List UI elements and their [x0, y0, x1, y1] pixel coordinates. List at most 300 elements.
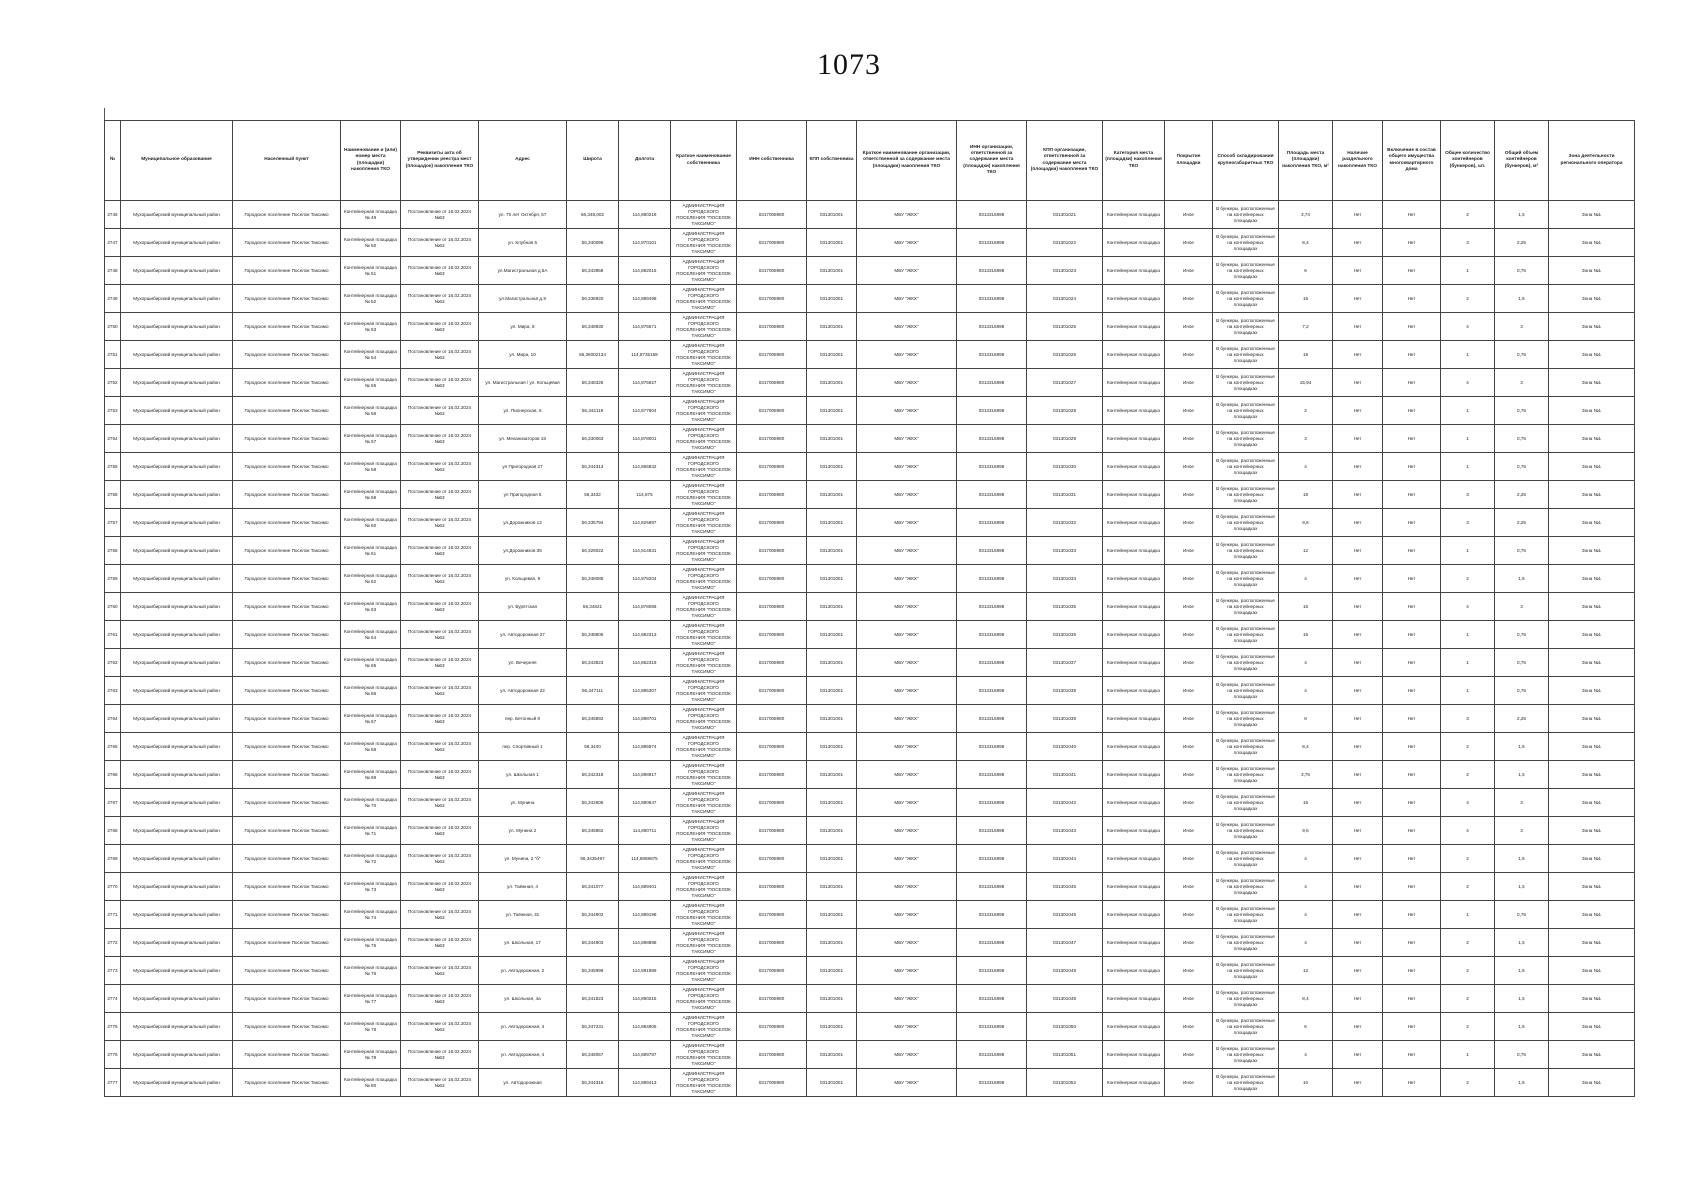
operator-name-cell: МБУ "ЖКХ"	[857, 313, 957, 341]
owner-name-cell: АДМИНИСТРАЦИЯ ГОРОДСКОГО ПОСЕЛЕНИЯ "ПОСЕЛОК ТАКСИМО"	[671, 285, 737, 313]
container-count-cell: 1	[1441, 257, 1495, 285]
row-number: 2749	[105, 285, 121, 313]
longitude-cell: 114,875	[619, 481, 671, 509]
owner-inn-cell: 0317008980	[737, 845, 807, 873]
operator-zone-cell: Зона №1	[1549, 369, 1635, 397]
site-name-cell: Контейнерная площадка № 52	[341, 285, 401, 313]
municipality-cell: Мухоршибирский муниципальный район	[121, 901, 233, 929]
table-row	[105, 229, 1635, 257]
latitude-cell: 56,348806	[567, 621, 619, 649]
owner-inn-cell: 0317008980	[737, 1013, 807, 1041]
operator-zone-cell: Зона №1	[1549, 677, 1635, 705]
operator-inn-cell: 0313316898	[957, 817, 1027, 845]
container-count-cell: 2	[1441, 929, 1495, 957]
common-property-cell: Нет	[1383, 481, 1441, 509]
surface-cell: Иное	[1165, 369, 1213, 397]
operator-kpp-cell: 031301022	[1027, 229, 1103, 257]
settlement-cell: Городское поселение Поселок Таксимо	[233, 621, 341, 649]
latitude-cell: 56,340096	[567, 229, 619, 257]
operator-inn-cell: 0313316898	[957, 397, 1027, 425]
site-category-cell: Контейнерная площадка	[1103, 1013, 1165, 1041]
operator-zone-cell: Зона №1	[1549, 313, 1635, 341]
surface-cell: Иное	[1165, 621, 1213, 649]
bulky-waste-method-cell: В бункеры, расположенные на контейнерных площадках	[1213, 733, 1279, 761]
surface-cell: Иное	[1165, 397, 1213, 425]
owner-name-cell: АДМИНИСТРАЦИЯ ГОРОДСКОГО ПОСЕЛЕНИЯ "ПОСЕЛОК ТАКСИМО"	[671, 649, 737, 677]
site-name-cell: Контейнерная площадка № 73	[341, 873, 401, 901]
row-number: 2777	[105, 1069, 121, 1097]
common-property-cell: Нет	[1383, 565, 1441, 593]
bulky-waste-method-cell: В бункеры, расположенные на контейнерных площадках	[1213, 257, 1279, 285]
common-property-cell: Нет	[1383, 1013, 1441, 1041]
column-header: КПП организации, ответственной за содержание места (площадки) накопления ТКО	[1027, 121, 1103, 201]
operator-zone-cell: Зона №1	[1549, 481, 1635, 509]
latitude-cell: 56,35002134	[567, 341, 619, 369]
act-details-cell: Постановление от 16.02.2024 №63	[401, 425, 479, 453]
column-header: №	[105, 121, 121, 201]
settlement-cell: Городское поселение Поселок Таксимо	[233, 985, 341, 1013]
area-cell: 4	[1279, 565, 1333, 593]
settlement-cell: Городское поселение Поселок Таксимо	[233, 257, 341, 285]
settlement-cell: Городское поселение Поселок Таксимо	[233, 201, 341, 229]
container-count-cell: 1	[1441, 621, 1495, 649]
common-property-cell: Нет	[1383, 341, 1441, 369]
act-details-cell: Постановление от 16.02.2024 №63	[401, 1041, 479, 1069]
act-details-cell: Постановление от 16.02.2024 №63	[401, 733, 479, 761]
owner-kpp-cell: 031301001	[807, 425, 857, 453]
address-cell: ул. Таёжная, 4	[479, 873, 567, 901]
row-number: 2751	[105, 341, 121, 369]
row-number: 2776	[105, 1041, 121, 1069]
municipality-cell: Мухоршибирский муниципальный район	[121, 257, 233, 285]
address-cell: ул.Дорожников 35	[479, 537, 567, 565]
container-volume-cell: 0,75	[1495, 425, 1549, 453]
bulky-waste-method-cell: В бункеры, расположенные на контейнерных площадках	[1213, 397, 1279, 425]
operator-inn-cell: 0313316898	[957, 1013, 1027, 1041]
owner-inn-cell: 0317008980	[737, 509, 807, 537]
row-number: 2758	[105, 537, 121, 565]
operator-zone-cell: Зона №1	[1549, 1069, 1635, 1097]
address-cell: ул. Автодорожная 22	[479, 677, 567, 705]
municipality-cell: Мухоршибирский муниципальный район	[121, 341, 233, 369]
latitude-cell: 56,3432	[567, 481, 619, 509]
area-cell: 4	[1279, 873, 1333, 901]
surface-cell: Иное	[1165, 789, 1213, 817]
operator-name-cell: МБУ "ЖКХ"	[857, 957, 957, 985]
operator-zone-cell: Зона №1	[1549, 985, 1635, 1013]
area-cell: 3	[1279, 425, 1333, 453]
address-cell: ул.Дорожников 12	[479, 509, 567, 537]
owner-inn-cell: 0317008980	[737, 873, 807, 901]
surface-cell: Иное	[1165, 817, 1213, 845]
common-property-cell: Нет	[1383, 257, 1441, 285]
separate-collection-cell: Нет	[1333, 593, 1383, 621]
longitude-cell: 114,825697	[619, 509, 671, 537]
settlement-cell: Городское поселение Поселок Таксимо	[233, 425, 341, 453]
bulky-waste-method-cell: В бункеры, расположенные на контейнерных площадках	[1213, 1041, 1279, 1069]
surface-cell: Иное	[1165, 649, 1213, 677]
table-row	[105, 733, 1635, 761]
operator-name-cell: МБУ "ЖКХ"	[857, 481, 957, 509]
operator-inn-cell: 0313316898	[957, 929, 1027, 957]
operator-name-cell: МБУ "ЖКХ"	[857, 1041, 957, 1069]
container-volume-cell: 0,75	[1495, 537, 1549, 565]
container-volume-cell: 1,5	[1495, 733, 1549, 761]
longitude-cell: 114,8868875	[619, 845, 671, 873]
operator-name-cell: МБУ "ЖКХ"	[857, 677, 957, 705]
act-details-cell: Постановление от 16.02.2024 №63	[401, 509, 479, 537]
owner-kpp-cell: 031301001	[807, 369, 857, 397]
site-category-cell: Контейнерная площадка	[1103, 565, 1165, 593]
municipality-cell: Мухоршибирский муниципальный район	[121, 537, 233, 565]
separate-collection-cell: Нет	[1333, 1041, 1383, 1069]
owner-inn-cell: 0317008980	[737, 565, 807, 593]
surface-cell: Иное	[1165, 565, 1213, 593]
settlement-cell: Городское поселение Поселок Таксимо	[233, 481, 341, 509]
operator-name-cell: МБУ "ЖКХ"	[857, 565, 957, 593]
address-cell: ул. Пионерская, 6	[479, 397, 567, 425]
operator-zone-cell: Зона №1	[1549, 565, 1635, 593]
column-header: Общий объем контейнеров (бункеров), м³	[1495, 121, 1549, 201]
owner-name-cell: АДМИНИСТРАЦИЯ ГОРОДСКОГО ПОСЕЛЕНИЯ "ПОСЕЛОК ТАКСИМО"	[671, 929, 737, 957]
separate-collection-cell: Нет	[1333, 957, 1383, 985]
container-volume-cell: 1,5	[1495, 1013, 1549, 1041]
operator-inn-cell: 0313316898	[957, 985, 1027, 1013]
separate-collection-cell: Нет	[1333, 201, 1383, 229]
surface-cell: Иное	[1165, 313, 1213, 341]
operator-inn-cell: 0313316898	[957, 649, 1027, 677]
act-details-cell: Постановление от 16.02.2024 №63	[401, 593, 479, 621]
table-row	[105, 537, 1635, 565]
surface-cell: Иное	[1165, 201, 1213, 229]
common-property-cell: Нет	[1383, 621, 1441, 649]
separate-collection-cell: Нет	[1333, 789, 1383, 817]
owner-kpp-cell: 031301001	[807, 453, 857, 481]
operator-name-cell: МБУ "ЖКХ"	[857, 705, 957, 733]
area-cell: 3,74	[1279, 201, 1333, 229]
area-cell: 8,4	[1279, 229, 1333, 257]
operator-name-cell: МБУ "ЖКХ"	[857, 621, 957, 649]
settlement-cell: Городское поселение Поселок Таксимо	[233, 341, 341, 369]
container-count-cell: 2	[1441, 733, 1495, 761]
common-property-cell: Нет	[1383, 229, 1441, 257]
container-count-cell: 1	[1441, 901, 1495, 929]
longitude-cell: 114,888888	[619, 929, 671, 957]
address-cell: ул. Автодорожная, 4	[479, 1013, 567, 1041]
municipality-cell: Мухоршибирский муниципальный район	[121, 985, 233, 1013]
operator-name-cell: МБУ "ЖКХ"	[857, 901, 957, 929]
separate-collection-cell: Нет	[1333, 313, 1383, 341]
separate-collection-cell: Нет	[1333, 509, 1383, 537]
site-name-cell: Контейнерная площадка № 55	[341, 369, 401, 397]
area-cell: 16	[1279, 789, 1333, 817]
row-number: 2771	[105, 901, 121, 929]
longitude-cell: 114,878086	[619, 593, 671, 621]
owner-inn-cell: 0317008980	[737, 761, 807, 789]
surface-cell: Иное	[1165, 985, 1213, 1013]
column-header: Общее количество контейнеров (бункеров), шт.	[1441, 121, 1495, 201]
municipality-cell: Мухоршибирский муниципальный район	[121, 1041, 233, 1069]
site-category-cell: Контейнерная площадка	[1103, 677, 1165, 705]
act-details-cell: Постановление от 16.02.2024 №63	[401, 649, 479, 677]
municipality-cell: Мухоршибирский муниципальный район	[121, 761, 233, 789]
operator-zone-cell: Зона №1	[1549, 705, 1635, 733]
container-count-cell: 4	[1441, 593, 1495, 621]
operator-kpp-cell: 031301047	[1027, 929, 1103, 957]
site-category-cell: Контейнерная площадка	[1103, 733, 1165, 761]
table-row	[105, 509, 1635, 537]
owner-name-cell: АДМИНИСТРАЦИЯ ГОРОДСКОГО ПОСЕЛЕНИЯ "ПОСЕЛОК ТАКСИМО"	[671, 229, 737, 257]
area-cell: 9,6	[1279, 509, 1333, 537]
container-count-cell: 1	[1441, 453, 1495, 481]
act-details-cell: Постановление от 16.02.2024 №63	[401, 341, 479, 369]
act-details-cell: Постановление от 16.02.2024 №63	[401, 369, 479, 397]
row-number: 2761	[105, 621, 121, 649]
owner-inn-cell: 0317008980	[737, 341, 807, 369]
site-name-cell: Контейнерная площадка № 51	[341, 257, 401, 285]
bulky-waste-method-cell: В бункеры, расположенные на контейнерных площадках	[1213, 761, 1279, 789]
container-count-cell: 4	[1441, 817, 1495, 845]
common-property-cell: Нет	[1383, 313, 1441, 341]
container-count-cell: 1	[1441, 425, 1495, 453]
owner-kpp-cell: 031301001	[807, 789, 857, 817]
act-details-cell: Постановление от 16.02.2024 №63	[401, 1069, 479, 1097]
site-category-cell: Контейнерная площадка	[1103, 313, 1165, 341]
row-number: 2759	[105, 565, 121, 593]
separate-collection-cell: Нет	[1333, 677, 1383, 705]
operator-inn-cell: 0313316898	[957, 845, 1027, 873]
operator-inn-cell: 0313316898	[957, 761, 1027, 789]
owner-kpp-cell: 031301001	[807, 957, 857, 985]
operator-zone-cell: Зона №1	[1549, 957, 1635, 985]
table-row	[105, 649, 1635, 677]
latitude-cell: 56,344903	[567, 929, 619, 957]
operator-zone-cell: Зона №1	[1549, 901, 1635, 929]
separate-collection-cell: Нет	[1333, 621, 1383, 649]
container-volume-cell: 0,75	[1495, 397, 1549, 425]
table-row	[105, 705, 1635, 733]
operator-kpp-cell: 031301046	[1027, 901, 1103, 929]
operator-kpp-cell: 031301031	[1027, 481, 1103, 509]
act-details-cell: Постановление от 16.02.2024 №63	[401, 453, 479, 481]
column-header: Долгота	[619, 121, 671, 201]
address-cell: ул. Вечерняя	[479, 649, 567, 677]
operator-name-cell: МБУ "ЖКХ"	[857, 341, 957, 369]
site-category-cell: Контейнерная площадка	[1103, 593, 1165, 621]
surface-cell: Иное	[1165, 285, 1213, 313]
owner-name-cell: АДМИНИСТРАЦИЯ ГОРОДСКОГО ПОСЕЛЕНИЯ "ПОСЕЛОК ТАКСИМО"	[671, 733, 737, 761]
operator-name-cell: МБУ "ЖКХ"	[857, 425, 957, 453]
latitude-cell: 56,344902	[567, 901, 619, 929]
site-name-cell: Контейнерная площадка № 59	[341, 481, 401, 509]
row-number: 2755	[105, 453, 121, 481]
column-header: КПП собственника	[807, 121, 857, 201]
longitude-cell: 114,862319	[619, 649, 671, 677]
row-number: 2762	[105, 649, 121, 677]
owner-name-cell: АДМИНИСТРАЦИЯ ГОРОДСКОГО ПОСЕЛЕНИЯ "ПОСЕЛОК ТАКСИМО"	[671, 593, 737, 621]
longitude-cell: 114,884905	[619, 1013, 671, 1041]
operator-kpp-cell: 031301023	[1027, 257, 1103, 285]
site-name-cell: Контейнерная площадка № 67	[341, 705, 401, 733]
row-number: 2757	[105, 509, 121, 537]
municipality-cell: Мухоршибирский муниципальный район	[121, 873, 233, 901]
site-name-cell: Контейнерная площадка № 69	[341, 761, 401, 789]
act-details-cell: Постановление от 16.02.2024 №63	[401, 705, 479, 733]
row-number: 2754	[105, 425, 121, 453]
owner-name-cell: АДМИНИСТРАЦИЯ ГОРОДСКОГО ПОСЕЛЕНИЯ "ПОСЕЛОК ТАКСИМО"	[671, 537, 737, 565]
operator-name-cell: МБУ "ЖКХ"	[857, 201, 957, 229]
owner-kpp-cell: 031301001	[807, 929, 857, 957]
owner-kpp-cell: 031301001	[807, 593, 857, 621]
separate-collection-cell: Нет	[1333, 341, 1383, 369]
container-count-cell: 2	[1441, 761, 1495, 789]
address-cell: ул Пригородная 5	[479, 481, 567, 509]
operator-name-cell: МБУ "ЖКХ"	[857, 453, 957, 481]
container-count-cell: 3	[1441, 229, 1495, 257]
common-property-cell: Нет	[1383, 593, 1441, 621]
column-header: Наименование и (или) номер места (площадки) накопления ТКО	[341, 121, 401, 201]
container-count-cell: 1	[1441, 397, 1495, 425]
site-name-cell: Контейнерная площадка № 57	[341, 425, 401, 453]
operator-zone-cell: Зона №1	[1549, 593, 1635, 621]
owner-name-cell: АДМИНИСТРАЦИЯ ГОРОДСКОГО ПОСЕЛЕНИЯ "ПОСЕЛОК ТАКСИМО"	[671, 1041, 737, 1069]
owner-kpp-cell: 031301001	[807, 761, 857, 789]
row-number: 2775	[105, 1013, 121, 1041]
act-details-cell: Постановление от 16.02.2024 №63	[401, 313, 479, 341]
longitude-cell: 114,880847	[619, 789, 671, 817]
common-property-cell: Нет	[1383, 677, 1441, 705]
municipality-cell: Мухоршибирский муниципальный район	[121, 369, 233, 397]
act-details-cell: Постановление от 16.02.2024 №63	[401, 229, 479, 257]
row-number: 2763	[105, 677, 121, 705]
area-cell: 2	[1279, 397, 1333, 425]
latitude-cell: 56,338920	[567, 285, 619, 313]
owner-inn-cell: 0317008980	[737, 537, 807, 565]
site-category-cell: Контейнерная площадка	[1103, 1041, 1165, 1069]
operator-inn-cell: 0313316898	[957, 425, 1027, 453]
longitude-cell: 114,878001	[619, 425, 671, 453]
operator-zone-cell: Зона №1	[1549, 425, 1635, 453]
operator-inn-cell: 0313316898	[957, 565, 1027, 593]
bulky-waste-method-cell: В бункеры, расположенные на контейнерных площадках	[1213, 285, 1279, 313]
common-property-cell: Нет	[1383, 537, 1441, 565]
operator-kpp-cell: 031301038	[1027, 677, 1103, 705]
separate-collection-cell: Нет	[1333, 537, 1383, 565]
municipality-cell: Мухоршибирский муниципальный район	[121, 453, 233, 481]
surface-cell: Иное	[1165, 761, 1213, 789]
surface-cell: Иное	[1165, 425, 1213, 453]
owner-name-cell: АДМИНИСТРАЦИЯ ГОРОДСКОГО ПОСЕЛЕНИЯ "ПОСЕЛОК ТАКСИМО"	[671, 257, 737, 285]
operator-name-cell: МБУ "ЖКХ"	[857, 1069, 957, 1097]
latitude-cell: 56,344119	[567, 397, 619, 425]
owner-kpp-cell: 031301001	[807, 1013, 857, 1041]
settlement-cell: Городское поселение Поселок Таксимо	[233, 649, 341, 677]
owner-kpp-cell: 031301001	[807, 257, 857, 285]
site-category-cell: Контейнерная площадка	[1103, 285, 1165, 313]
separate-collection-cell: Нет	[1333, 985, 1383, 1013]
separate-collection-cell: Нет	[1333, 873, 1383, 901]
owner-kpp-cell: 031301001	[807, 1069, 857, 1097]
common-property-cell: Нет	[1383, 705, 1441, 733]
owner-kpp-cell: 031301001	[807, 397, 857, 425]
municipality-cell: Мухоршибирский муниципальный район	[121, 789, 233, 817]
site-name-cell: Контейнерная площадка № 66	[341, 677, 401, 705]
act-details-cell: Постановление от 16.02.2024 №63	[401, 1013, 479, 1041]
longitude-cell: 114,875927	[619, 369, 671, 397]
owner-kpp-cell: 031301001	[807, 621, 857, 649]
site-name-cell: Контейнерная площадка № 72	[341, 845, 401, 873]
separate-collection-cell: Нет	[1333, 285, 1383, 313]
site-category-cell: Контейнерная площадка	[1103, 481, 1165, 509]
container-volume-cell: 3	[1495, 593, 1549, 621]
surface-cell: Иное	[1165, 537, 1213, 565]
operator-name-cell: МБУ "ЖКХ"	[857, 257, 957, 285]
latitude-cell: 56,342606	[567, 789, 619, 817]
site-name-cell: Контейнерная площадка № 62	[341, 565, 401, 593]
bulky-waste-method-cell: В бункеры, расположенные на контейнерных площадках	[1213, 649, 1279, 677]
operator-zone-cell: Зона №1	[1549, 285, 1635, 313]
area-cell: 10	[1279, 1069, 1333, 1097]
container-volume-cell: 2,25	[1495, 229, 1549, 257]
owner-kpp-cell: 031301001	[807, 873, 857, 901]
common-property-cell: Нет	[1383, 985, 1441, 1013]
common-property-cell: Нет	[1383, 1069, 1441, 1097]
container-volume-cell: 3	[1495, 313, 1549, 341]
latitude-cell: 56,34821	[567, 593, 619, 621]
row-number: 2769	[105, 845, 121, 873]
latitude-cell: 56,329022	[567, 537, 619, 565]
owner-inn-cell: 0317008980	[737, 789, 807, 817]
operator-kpp-cell: 031301051	[1027, 1041, 1103, 1069]
operator-inn-cell: 0313316898	[957, 873, 1027, 901]
municipality-cell: Мухоршибирский муниципальный район	[121, 817, 233, 845]
bulky-waste-method-cell: В бункеры, расположенные на контейнерных площадках	[1213, 425, 1279, 453]
address-cell: ул. Магистральная / ул. Кольцевая	[479, 369, 567, 397]
settlement-cell: Городское поселение Поселок Таксимо	[233, 593, 341, 621]
separate-collection-cell: Нет	[1333, 1013, 1383, 1041]
table-row	[105, 397, 1635, 425]
bulky-waste-method-cell: В бункеры, расположенные на контейнерных площадках	[1213, 929, 1279, 957]
site-name-cell: Контейнерная площадка № 56	[341, 397, 401, 425]
separate-collection-cell: Нет	[1333, 705, 1383, 733]
table-row	[105, 817, 1635, 845]
site-name-cell: Контейнерная площадка № 63	[341, 593, 401, 621]
area-cell: 4	[1279, 649, 1333, 677]
table-row	[105, 1069, 1635, 1097]
act-details-cell: Постановление от 16.02.2024 №63	[401, 817, 479, 845]
surface-cell: Иное	[1165, 481, 1213, 509]
owner-name-cell: АДМИНИСТРАЦИЯ ГОРОДСКОГО ПОСЕЛЕНИЯ "ПОСЕЛОК ТАКСИМО"	[671, 621, 737, 649]
container-volume-cell: 1,5	[1495, 873, 1549, 901]
column-header: ИНН собственника	[737, 121, 807, 201]
address-cell: ул. Клубная 5	[479, 229, 567, 257]
surface-cell: Иное	[1165, 929, 1213, 957]
owner-inn-cell: 0317008980	[737, 705, 807, 733]
container-count-cell: 4	[1441, 369, 1495, 397]
municipality-cell: Мухоршибирский муниципальный район	[121, 649, 233, 677]
site-category-cell: Контейнерная площадка	[1103, 229, 1165, 257]
address-cell: ул. Школьная 1	[479, 761, 567, 789]
row-number: 2753	[105, 397, 121, 425]
bulky-waste-method-cell: В бункеры, расположенные на контейнерных площадках	[1213, 705, 1279, 733]
longitude-cell: 114,898701	[619, 705, 671, 733]
site-name-cell: Контейнерная площадка № 49	[341, 201, 401, 229]
address-cell: пер. Бетонный 8	[479, 705, 567, 733]
row-number: 2770	[105, 873, 121, 901]
settlement-cell: Городское поселение Поселок Таксимо	[233, 285, 341, 313]
common-property-cell: Нет	[1383, 1041, 1441, 1069]
common-property-cell: Нет	[1383, 649, 1441, 677]
